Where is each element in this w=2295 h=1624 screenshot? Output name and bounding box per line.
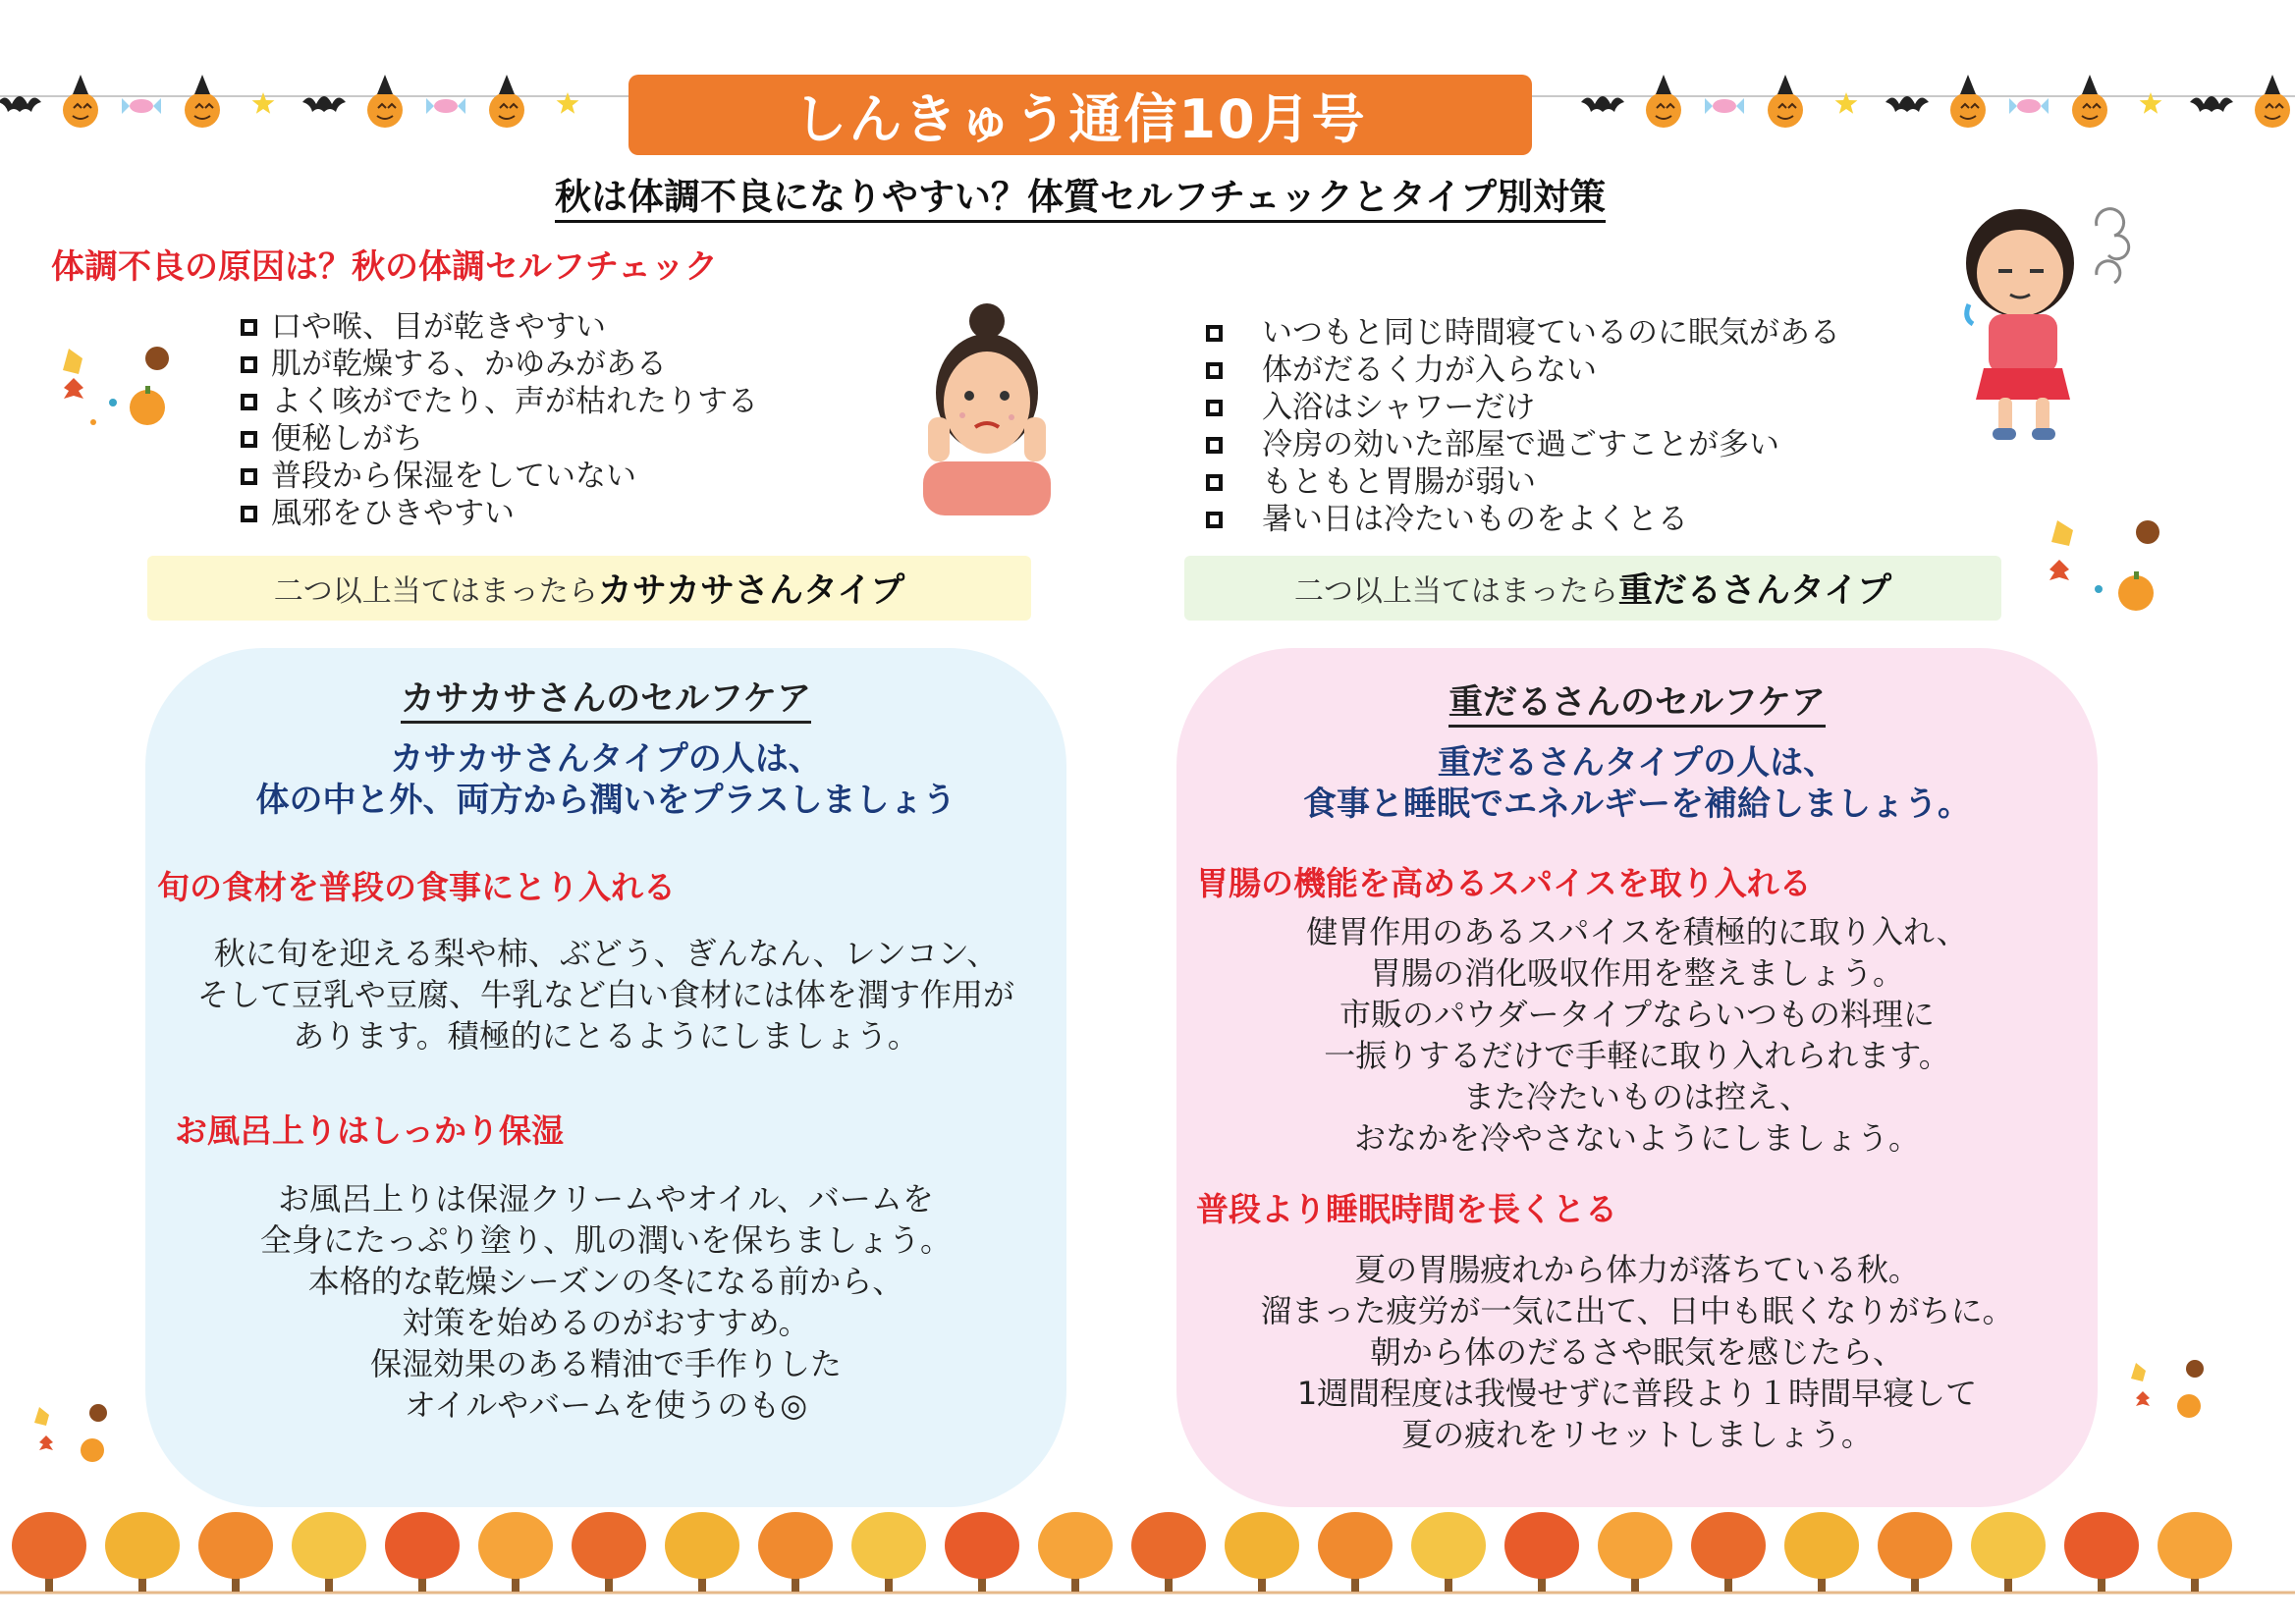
- list-item: 口や喉、目が乾きやすい: [241, 308, 758, 346]
- ginkgo-leaf-icon: [2051, 520, 2073, 546]
- list-item: 冷房の効いた部屋で過ごすことが多い: [1206, 426, 1840, 463]
- tree-icon: [2064, 1512, 2139, 1592]
- tree-icon: [1598, 1512, 1672, 1592]
- tired-girl-illustration: [1949, 196, 2146, 442]
- tip-heading: 胃腸の機能を高めるスパイスを取り入れる: [1196, 864, 1812, 902]
- type-result-heavy: 二つ以上当てはまったら 重だるさんタイプ: [1184, 556, 2001, 621]
- tree-icon: [572, 1512, 646, 1592]
- autumn-decoration: [29, 1399, 118, 1468]
- list-item: 入浴はシャワーだけ: [1206, 389, 1840, 426]
- tree-icon: [292, 1512, 366, 1592]
- tip-body: 夏の胃腸疲れから体力が落ちている秋。 溜まった疲労が一気に出て、日中も眠くなりがちに。 朝から体のだるさや眠気を感じたら、 1週間程度は我慢せずに普段より１時間早寝して 夏の疲れをリセットしましょう。: [1260, 1251, 2014, 1453]
- self-check-heading: 体調不良の原因は？秋の体調セルフチェック: [51, 247, 718, 287]
- selfcare-box-heavy: [1176, 648, 2098, 1507]
- selfcare-box-dry: [145, 648, 1066, 1507]
- care-intro: カサカサさんタイプの人は、 体の中と外、両方から潤いをプラスしましょう: [255, 739, 956, 820]
- type-result-dry: 二つ以上当てはまったら カサカサさんタイプ: [147, 556, 1031, 621]
- autumn-decoration: [2126, 1355, 2214, 1424]
- tree-icon: [12, 1512, 86, 1592]
- tree-icon: [2158, 1512, 2232, 1592]
- tree-icon: [478, 1512, 553, 1592]
- tree-icon: [851, 1512, 926, 1592]
- list-item: よく咳がでたり、声が枯れたりする: [241, 383, 758, 420]
- chestnut-icon: [2136, 520, 2159, 544]
- article-subtitle: 秋は体調不良になりやすい？体質セルフチェックとタイプ別対策: [0, 167, 2160, 220]
- checkbox-icon: [1206, 362, 1223, 379]
- checkbox-icon: [1206, 325, 1223, 342]
- candy-icon: [426, 98, 465, 114]
- list-item: もともと胃腸が弱い: [1206, 463, 1840, 501]
- candy-icon: [2009, 98, 2049, 114]
- checkbox-icon: [1206, 400, 1223, 416]
- list-item: 体がだるく力が入らない: [1206, 352, 1840, 389]
- candy-icon: [122, 98, 161, 114]
- pumpkin-icon: [63, 75, 98, 128]
- checkbox-icon: [241, 431, 257, 448]
- checkbox-icon: [241, 394, 257, 410]
- bat-icon: [1885, 96, 1929, 112]
- tree-icon: [105, 1512, 180, 1592]
- tip-body: 健胃作用のあるスパイスを積極的に取り入れ、 胃腸の消化吸収作用を整えましょう。 市販のパウダータイプならいつもの料理に 一振りするだけで手軽に取り入れられます。 また冷たいものは控え、 おなかを冷やさないようにしましょう。: [1306, 913, 1968, 1157]
- dry-skin-woman-illustration: [918, 299, 1056, 515]
- tree-icon: [1318, 1512, 1393, 1592]
- tree-icon: [385, 1512, 460, 1592]
- bat-icon: [2190, 96, 2233, 112]
- checkbox-icon: [241, 319, 257, 336]
- pumpkin-icon: [1950, 75, 1986, 128]
- pumpkin-icon: [2072, 75, 2107, 128]
- ginkgo-leaf-icon: [63, 349, 82, 374]
- list-item: 普段から保湿をしていない: [241, 458, 758, 495]
- tree-icon: [758, 1512, 833, 1592]
- care-title: 重だるさんのセルフケア: [1176, 676, 2098, 725]
- tree-icon: [1038, 1512, 1113, 1592]
- bat-icon: [302, 96, 346, 112]
- maple-leaf-icon: [2049, 560, 2069, 580]
- pumpkin-icon: [489, 75, 524, 128]
- list-item: 風邪をひきやすい: [241, 495, 758, 532]
- list-item: いつもと同じ時間寝ているのに眠気がある: [1206, 314, 1840, 352]
- tree-icon: [1691, 1512, 1766, 1592]
- tree-icon: [1971, 1512, 2046, 1592]
- tree-icon: [1225, 1512, 1299, 1592]
- tip-heading: お風呂上りはしっかり保湿: [175, 1111, 564, 1150]
- tree-icon: [665, 1512, 739, 1592]
- pumpkin-icon: [2118, 575, 2154, 611]
- chestnut-icon: [145, 347, 169, 370]
- pumpkin-icon: [130, 390, 165, 425]
- checkbox-icon: [1206, 512, 1223, 528]
- tree-icon: [945, 1512, 1019, 1592]
- checkbox-icon: [1206, 474, 1223, 491]
- checkbox-icon: [241, 468, 257, 485]
- tree-icon: [1131, 1512, 1206, 1592]
- newsletter-title: しんきゅう通信10月号: [628, 75, 1532, 155]
- pumpkin-icon: [367, 75, 403, 128]
- checklist-dry-type: [241, 308, 758, 532]
- autumn-decoration: [2038, 511, 2175, 619]
- tip-heading: 普段より睡眠時間を長くとる: [1196, 1190, 1617, 1228]
- list-item: 暑い日は冷たいものをよくとる: [1206, 501, 1840, 538]
- checkbox-icon: [241, 356, 257, 373]
- bat-icon: [0, 96, 41, 112]
- autumn-decoration: [49, 339, 187, 437]
- care-intro: 重だるさんタイプの人は、 食事と睡眠でエネルギーを補給しましょう。: [1303, 743, 1971, 824]
- autumn-tree-border: [0, 1502, 2295, 1600]
- tree-icon: [198, 1512, 273, 1592]
- tip-body: お風呂上りは保湿クリームやオイル、バームを 全身にたっぷり塗り、肌の潤いを保ちましょう。 本格的な乾燥シーズンの冬になる前から、 対策を始めるのがおすすめ。 保湿効果のある精油で手作りした オイルやバームを使うのも◎: [259, 1180, 952, 1424]
- maple-leaf-icon: [64, 378, 83, 399]
- checkbox-icon: [241, 506, 257, 522]
- pumpkin-icon: [1768, 75, 1803, 128]
- tree-icon: [1411, 1512, 1486, 1592]
- tree-icon: [1878, 1512, 1952, 1592]
- bat-icon: [1581, 96, 1624, 112]
- tree-icon: [1504, 1512, 1579, 1592]
- checklist-heavy-type: [1206, 314, 1840, 538]
- tip-heading: 旬の食材を普段の食事にとり入れる: [157, 868, 676, 906]
- pumpkin-icon: [185, 75, 220, 128]
- care-title: カサカサさんのセルフケア: [145, 672, 1066, 721]
- checkbox-icon: [1206, 437, 1223, 454]
- list-item: 便秘しがち: [241, 420, 758, 458]
- candy-icon: [1705, 98, 1744, 114]
- tip-body: 秋に旬を迎える梨や柿、ぶどう、ぎんなん、レンコン、 そして豆乳や豆腐、牛乳など白い食材には体を潤す作用が あります。積極的にとるようにしましょう。: [196, 935, 1014, 1055]
- pumpkin-icon: [1646, 75, 1681, 128]
- list-item: 肌が乾燥する、かゆみがある: [241, 346, 758, 383]
- pumpkin-icon: [2255, 75, 2290, 128]
- tree-icon: [1784, 1512, 1859, 1592]
